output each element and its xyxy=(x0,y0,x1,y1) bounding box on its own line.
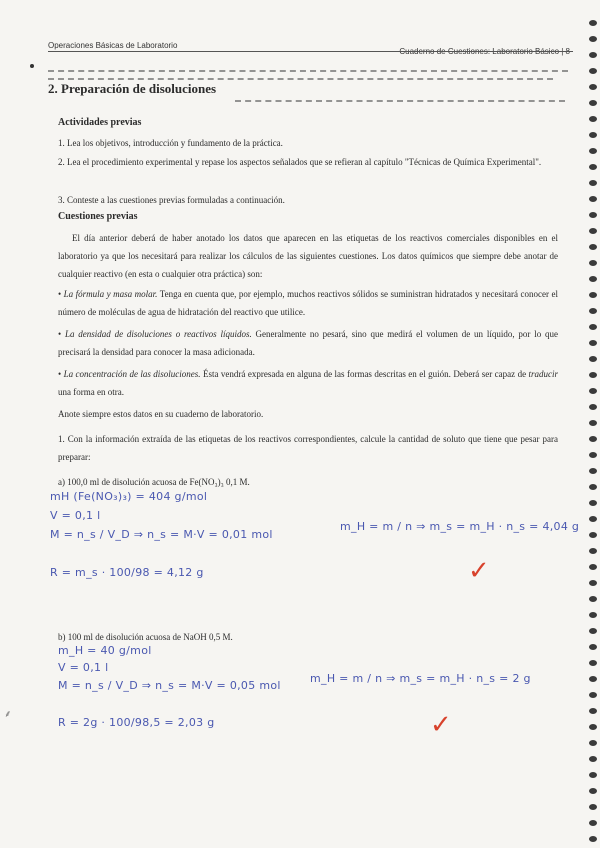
handwriting-b-mass: m_H = m / n ⇒ m_s = m_H · n_s = 2 g xyxy=(310,672,531,685)
bullet-concentration-end: una forma en otra. xyxy=(58,387,124,397)
binding-ring xyxy=(589,20,597,26)
binding-ring xyxy=(589,612,597,618)
spiral-binding xyxy=(582,20,600,848)
handwriting-a-mass: m_H = m / n ⇒ m_s = m_H · n_s = 4,04 g xyxy=(340,520,580,533)
binding-ring xyxy=(589,68,597,74)
section-title: 2. Preparación de disoluciones xyxy=(48,81,217,96)
bullet-formula: • La fórmula y masa molar. Tenga en cuenta que, por ejemplo, muchos reactivos sólidos se suministran hidratados y necesitará conocer el número de moléculas de agua de hidratación del reactivo que utilice. xyxy=(58,289,558,317)
bullet-formula-text: Tenga en cuenta que, por ejemplo, muchos reactivos sólidos se suministran hidratados y necesitará conocer el número de moléculas de agua de hidratación del reactivo que utilice. xyxy=(58,289,558,317)
binding-ring xyxy=(589,148,597,154)
binding-ring xyxy=(589,420,597,426)
binding-ring xyxy=(589,596,597,602)
binding-ring xyxy=(589,308,597,314)
binding-ring xyxy=(589,516,597,522)
binding-ring xyxy=(589,260,597,266)
binding-ring xyxy=(589,244,597,250)
question-1b: b) 100 ml de disolución acuosa de NaOH 0,5 M. xyxy=(58,632,233,642)
header-left: Operaciones Básicas de Laboratorio xyxy=(48,41,178,50)
binding-ring xyxy=(589,628,597,634)
binding-ring xyxy=(589,100,597,106)
bullet-density-emphasis: La densidad de disoluciones o reactivos líquidos. xyxy=(64,329,252,339)
binding-ring xyxy=(589,84,597,90)
question-1a: a) 100,0 ml de disolución acuosa de Fe(NO₃)₃ 0,1 M. xyxy=(58,477,250,487)
binding-ring xyxy=(589,644,597,650)
binding-ring xyxy=(589,196,597,202)
bullet-density: • La densidad de disoluciones o reactivos líquidos. Generalmente no pesará, sino que medirá el volumen de un líquido, por lo que precisará la densidad para conocer la masa adicionada. xyxy=(58,329,558,357)
scan-artifact-line xyxy=(48,70,568,72)
check-mark-b: ✓ xyxy=(430,710,452,740)
activity-item-3: 3. Conteste a las cuestiones previas formuladas a continuación. xyxy=(58,195,285,205)
questions-intro: El día anterior deberá de haber anotado los datos que aparecen en las etiquetas de los reactivos comerciales disponibles en el laboratorio ya que los necesitará para realizar los cálculos de las siguientes cuestiones. Los datos químicos que siempre debe anotar de cualquier reactivo (en esta o cualquier otra práctica) son: xyxy=(58,233,558,279)
binding-ring xyxy=(589,564,597,570)
activities-heading: Actividades previas xyxy=(58,117,142,128)
binding-ring xyxy=(589,692,597,698)
bullet-formula-emphasis: La fórmula y masa molar. xyxy=(63,289,158,299)
binding-ring xyxy=(589,804,597,810)
handwriting-b-molar-mass: m_H = 40 g/mol xyxy=(58,644,152,657)
binding-ring xyxy=(589,708,597,714)
binding-ring xyxy=(589,212,597,218)
margin-scribble: ⸙ xyxy=(4,709,12,720)
binding-ring xyxy=(589,740,597,746)
binding-ring xyxy=(589,484,597,490)
binding-ring xyxy=(589,676,597,682)
handwriting-a-volume: V = 0,1 l xyxy=(50,509,101,522)
binding-ring xyxy=(589,324,597,330)
bullet-concentration-text: Ésta vendrá expresada en alguna de las formas descritas en el guión. Deberá ser capaz de xyxy=(200,369,529,379)
binding-ring xyxy=(589,772,597,778)
binding-ring xyxy=(589,356,597,362)
binding-ring xyxy=(589,548,597,554)
binding-ring xyxy=(589,116,597,122)
handwriting-b-result: R = 2g · 100/98,5 = 2,03 g xyxy=(58,716,215,729)
handwriting-a-molar-mass: mH (Fe(NO₃)₃) = 404 g/mol xyxy=(50,490,208,503)
bullet-concentration-emphasis-2: traducir xyxy=(528,369,559,379)
binding-ring xyxy=(589,836,597,842)
handwriting-a-moles: M = n_s / V_D ⇒ n_s = M·V = 0,01 mol xyxy=(50,528,273,541)
note-line: Anote siempre estos datos en su cuaderno de laboratorio. xyxy=(58,409,264,419)
binding-ring xyxy=(589,452,597,458)
handwriting-a-result: R = m_s · 100/98 = 4,12 g xyxy=(50,566,204,579)
binding-ring xyxy=(589,372,597,378)
binding-ring xyxy=(589,820,597,826)
binding-ring xyxy=(589,164,597,170)
header-right: Cuaderno de Cuestiones: Laboratorio Básico | 8 xyxy=(399,47,570,56)
binding-ring xyxy=(589,292,597,298)
binding-ring xyxy=(589,724,597,730)
binding-ring xyxy=(589,756,597,762)
binding-ring xyxy=(589,388,597,394)
question-1: 1. Con la información extraída de las etiquetas de los reactivos correspondientes, calcule la cantidad de soluto que tiene que pesar para preparar: xyxy=(58,434,558,462)
scan-artifact-line xyxy=(235,100,565,102)
margin-dot xyxy=(30,64,34,68)
binding-ring xyxy=(589,580,597,586)
bullet-concentration-emphasis: La concentración de las disoluciones. xyxy=(63,369,201,379)
binding-ring xyxy=(589,436,597,442)
binding-ring xyxy=(589,228,597,234)
header-rule xyxy=(48,51,573,52)
binding-ring xyxy=(589,660,597,666)
binding-ring xyxy=(589,532,597,538)
bullet-concentration: • La concentración de las disoluciones. Ésta vendrá expresada en alguna de las formas descritas en el guión. Deberá ser capaz de traducir una forma en otra. xyxy=(58,369,559,397)
activity-item-2: 2. Lea el procedimiento experimental y repase los aspectos señalados que se refieran al capítulo "Técnicas de Química Experimental". xyxy=(58,157,542,167)
binding-ring xyxy=(589,788,597,794)
scan-artifact-line xyxy=(48,78,553,80)
binding-ring xyxy=(589,276,597,282)
handwriting-b-volume: V = 0,1 l xyxy=(58,661,109,674)
binding-ring xyxy=(589,404,597,410)
binding-ring xyxy=(589,468,597,474)
questions-heading: Cuestiones previas xyxy=(58,211,138,222)
handwriting-b-moles: M = n_s / V_D ⇒ n_s = M·V = 0,05 mol xyxy=(58,679,281,692)
binding-ring xyxy=(589,36,597,42)
bullet-density-text: Generalmente no pesará, sino que medirá el volumen de un líquido, por lo que precisará la densidad para conocer la masa adicionada. xyxy=(58,329,558,357)
binding-ring xyxy=(589,52,597,58)
binding-ring xyxy=(589,132,597,138)
activity-item-1: 1. Lea los objetivos, introducción y fundamento de la práctica. xyxy=(58,138,283,148)
binding-ring xyxy=(589,340,597,346)
binding-ring xyxy=(589,180,597,186)
check-mark-a: ✓ xyxy=(468,556,490,586)
binding-ring xyxy=(589,500,597,506)
